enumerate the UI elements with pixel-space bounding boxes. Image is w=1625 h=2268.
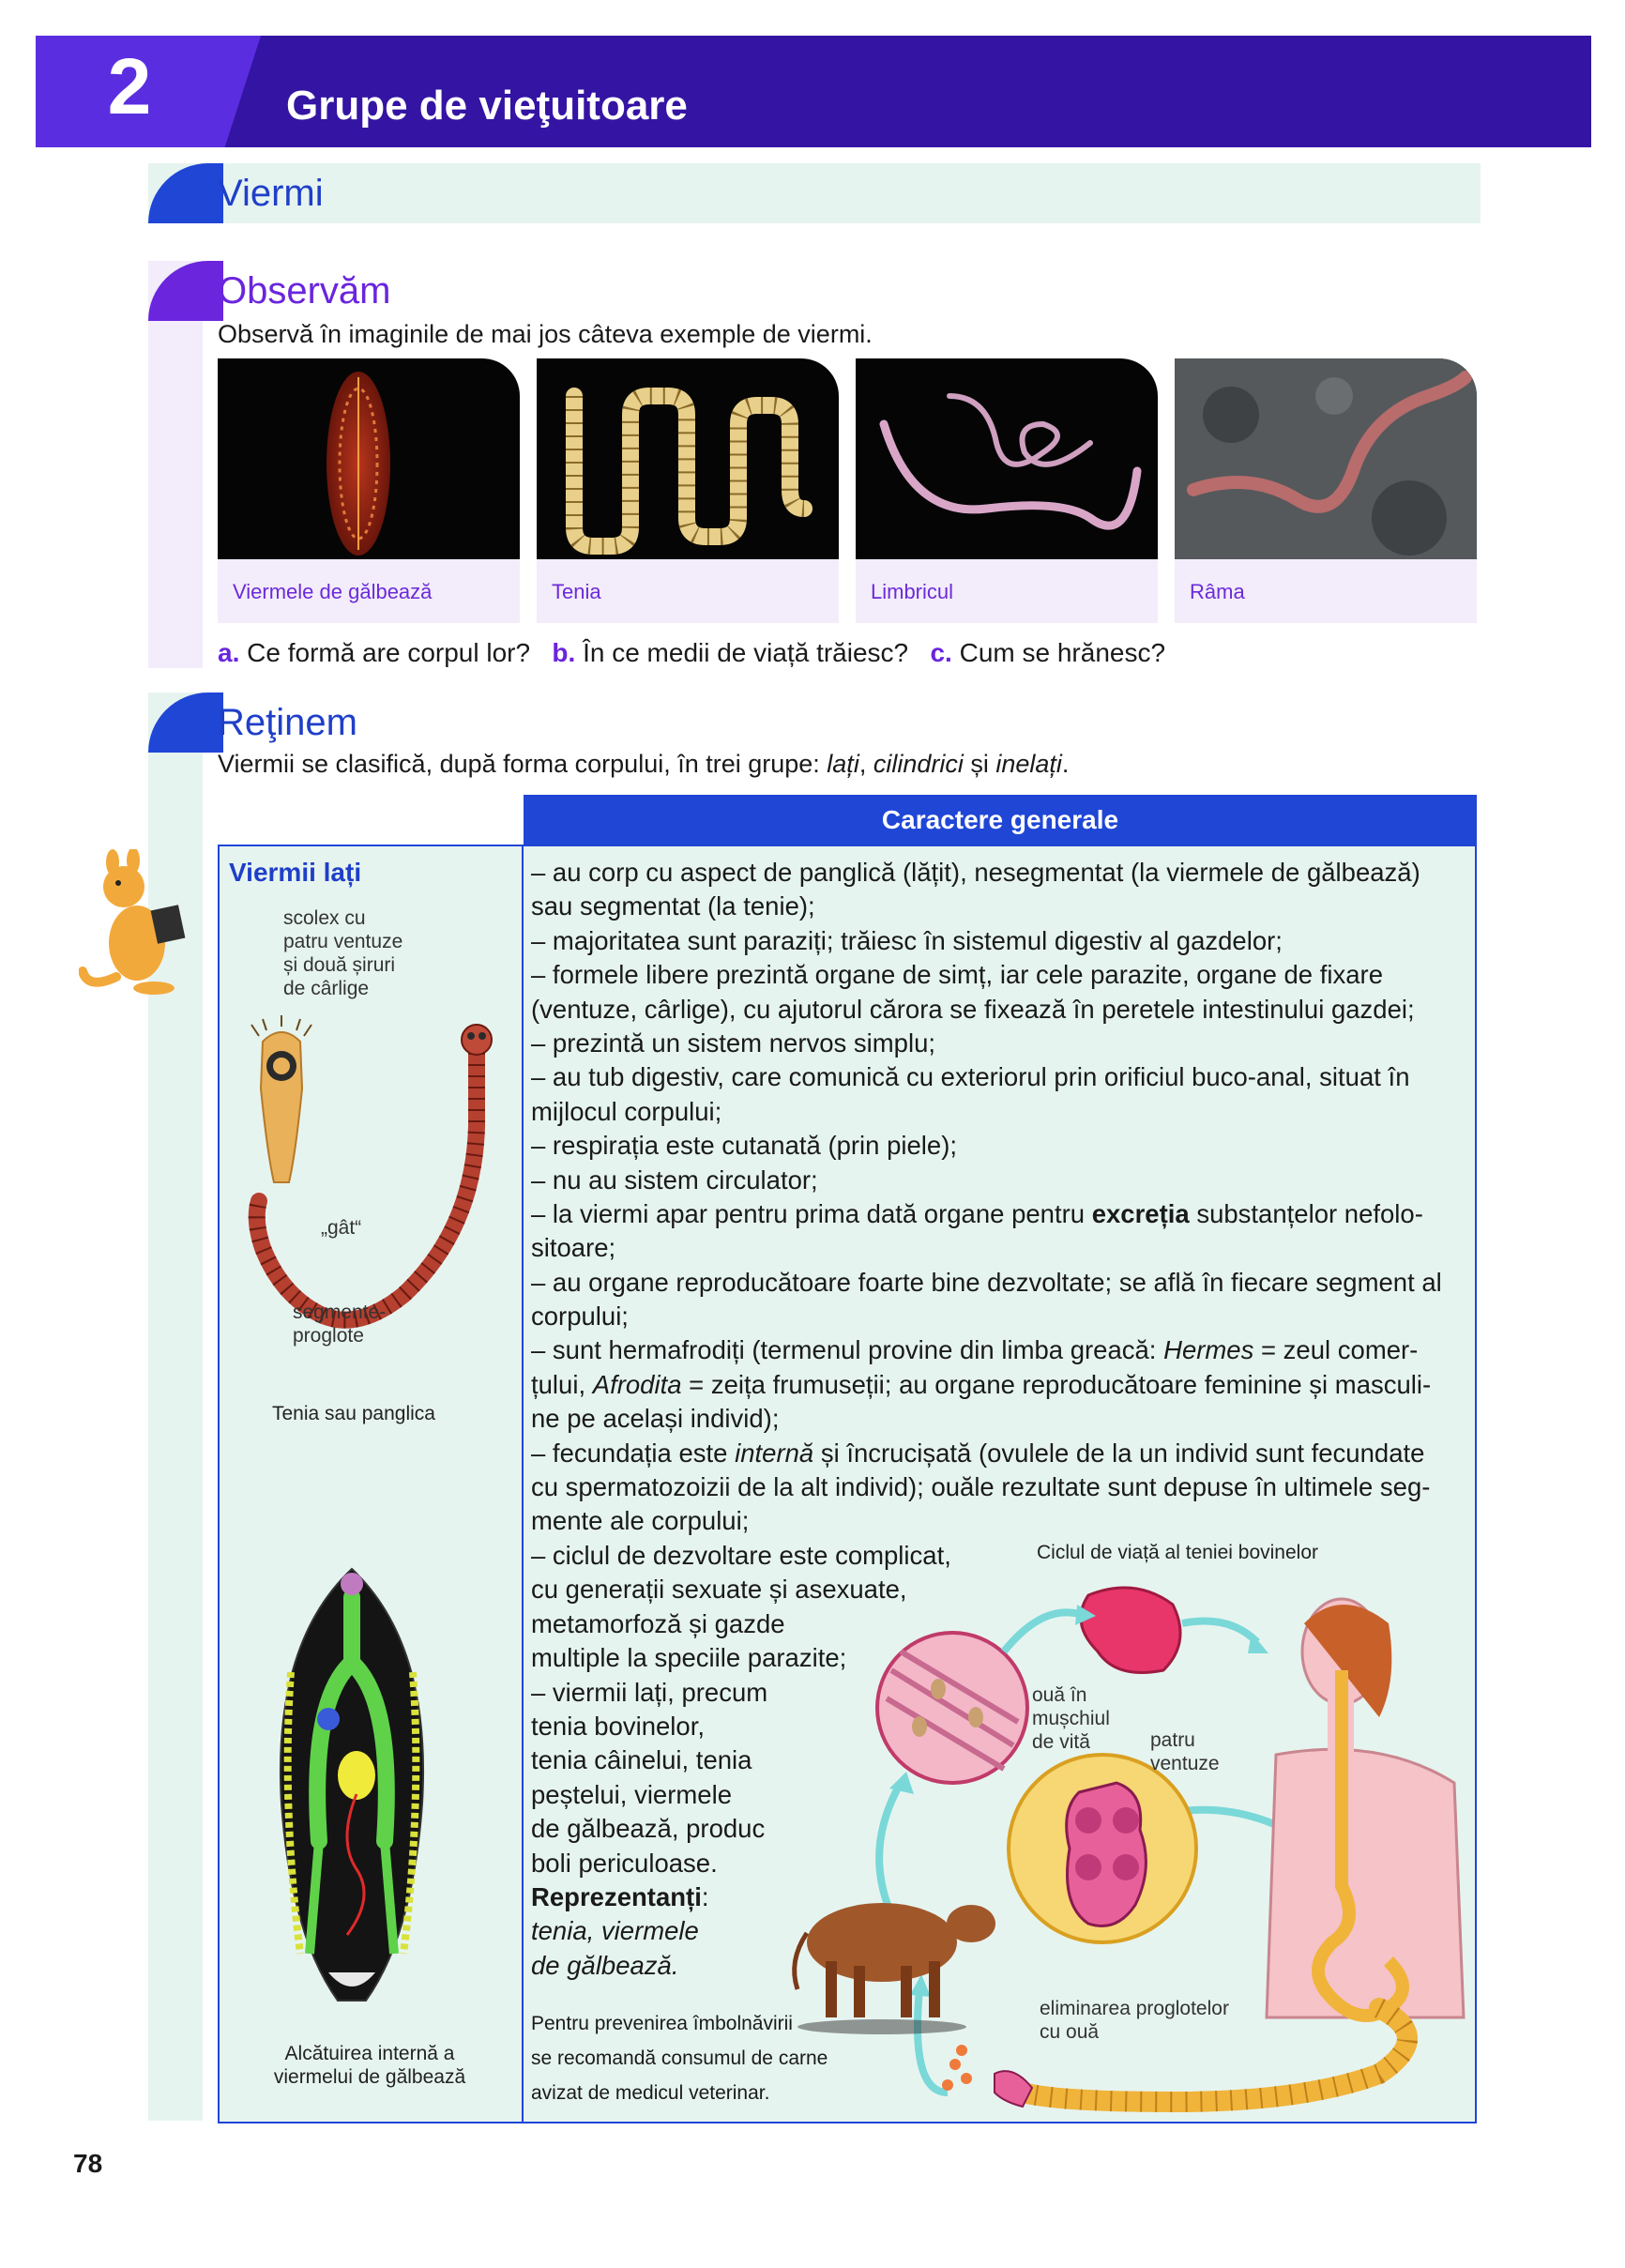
question-text: În ce medii de viață trăiesc? — [583, 638, 909, 667]
observam-strip — [148, 261, 203, 668]
text-line: – au organe reproducătoare foarte bine dezvoltate; se află în fiecare segment al — [531, 1267, 1442, 1297]
photo-card-galbeaza — [218, 358, 520, 623]
photo-caption: Râma — [1190, 580, 1245, 603]
photo-limbric — [856, 358, 1158, 559]
photo-caption: Viermele de gălbează — [233, 580, 433, 603]
label-line: de vită — [1032, 1731, 1090, 1753]
text-line: mijlocul corpului; — [531, 1096, 722, 1126]
text-line: corpului; — [531, 1301, 629, 1332]
intro-group: lați — [827, 750, 859, 778]
text-line — [531, 1437, 1471, 1470]
retinem-title: Reţinem — [218, 702, 357, 743]
label-line: și două șiruri — [283, 954, 396, 976]
text-line: avizat de medicul veterinar. — [531, 2082, 770, 2104]
tenia-scolex-label — [283, 906, 402, 1000]
label-line: segmente- — [293, 1301, 387, 1323]
label-line: patru ventuze — [283, 931, 403, 952]
text-line: mente ale corpului; — [531, 1506, 750, 1536]
page-number: 78 — [73, 2149, 103, 2178]
reprezentanti-label: Reprezentanți — [531, 1881, 702, 1911]
observam-title: Observăm — [218, 270, 391, 312]
text-line: – prezintă un sistem nervos simplu; — [531, 1027, 936, 1058]
limbric-illustration — [856, 358, 1158, 559]
photo-rama — [1175, 358, 1477, 559]
galbeaza-internal-diagram — [253, 1560, 450, 2019]
table-corner — [218, 795, 524, 845]
cycle-ventuze-label — [1150, 1728, 1220, 1775]
galbeaza-caption — [229, 2042, 510, 2089]
text-run: – fecundația este — [531, 1438, 736, 1468]
retinem-intro — [218, 749, 1069, 779]
text-italic: internă — [735, 1438, 814, 1468]
text-line: sau segmentat (la tenie); — [531, 891, 815, 921]
tenia-gat-label: „gât“ — [321, 1217, 362, 1239]
chapter-title: Grupe de vieţuitoare — [286, 83, 688, 129]
tenia-segmente-label — [293, 1301, 386, 1347]
rama-illustration — [1175, 358, 1477, 559]
question-text: Cum se hrănesc? — [959, 638, 1166, 667]
question-text: Ce formă are corpul lor? — [247, 638, 531, 667]
text-run: = zeița frumuseții; au organe reproducătoare feminine și masculi- — [681, 1369, 1432, 1399]
text-line: (ventuze, cârlige), cu ajutorul cărora se fixează în peretele intestinului gazdei; — [531, 994, 1415, 1024]
text-line: – au corp cu aspect de panglică (lățit), nesegmentat (la viermele de gălbează) — [531, 858, 1420, 887]
intro-text: și — [963, 750, 996, 778]
label-line: Alcătuirea internă a — [284, 2043, 455, 2064]
photo-caption: Tenia — [552, 580, 601, 603]
tenia-illustration — [537, 358, 839, 559]
chapter-header — [36, 36, 1591, 147]
text-line: tenia bovinelor, — [531, 1711, 705, 1741]
section-bar — [148, 163, 1481, 223]
photo-galbeaza — [218, 358, 520, 559]
text-line — [531, 1333, 1471, 1367]
label-line: eliminarea proglotelor — [1040, 1998, 1229, 2019]
section-title: Viermi — [218, 173, 324, 214]
text-run: și încrucișată (ovulele de la un individ sunt fecundate — [813, 1438, 1425, 1468]
text-run: = zeul comer- — [1253, 1335, 1419, 1365]
text-line: – majoritatea sunt paraziți; trăiesc în sistemul digestiv al gazdelor; — [531, 925, 1283, 955]
reprezentanti-item: de gălbează. — [531, 1950, 679, 1980]
text-line — [531, 1368, 1471, 1402]
question-label: a. — [218, 638, 240, 667]
label-line: cu ouă — [1040, 2021, 1100, 2043]
label-line: mușchiul — [1032, 1708, 1110, 1729]
text-line: ne pe același individ); — [531, 1404, 780, 1434]
text-italic: Afrodita — [592, 1369, 682, 1399]
text-line: de gălbează, produc — [531, 1814, 766, 1844]
text-line: multiple la speciile parazite; — [531, 1643, 847, 1673]
label-line: proglote — [293, 1325, 364, 1347]
question-label: b. — [552, 638, 576, 667]
kangaroo-mascot-icon — [79, 849, 201, 999]
cycle-eliminare-label — [1040, 1997, 1229, 2044]
label-line: viermelui de gălbează — [273, 2066, 466, 2088]
text-run: substanțelor nefolo- — [1189, 1198, 1423, 1228]
photo-card-limbric — [856, 358, 1158, 623]
cow-illustration — [795, 1903, 995, 2034]
text-line: cu generații sexuate și asexuate, — [531, 1575, 907, 1605]
cycle-title: Ciclul de viață al teniei bovinelor — [1037, 1542, 1318, 1563]
label-line: scolex cu — [283, 907, 366, 929]
text-bold: excreția — [1091, 1198, 1190, 1228]
chapter-number: 2 — [107, 42, 152, 130]
text-line: – respirația este cutanată (prin piele); — [531, 1131, 957, 1161]
observam-questions — [218, 638, 1165, 668]
text-run: țului, — [531, 1369, 593, 1399]
text-line: metamorfoză și gazde — [531, 1608, 785, 1638]
text-run: – la viermi apar pentru prima dată organe pentru — [531, 1198, 1092, 1228]
intro-text: . — [1061, 750, 1070, 778]
label-line: de cârlige — [283, 978, 370, 999]
text-line: – ciclul de dezvoltare este complicat, — [531, 1541, 951, 1570]
label-line: patru — [1150, 1729, 1195, 1751]
photo-card-rama — [1175, 358, 1477, 623]
tenia-caption: Tenia sau panglica — [272, 1403, 435, 1424]
photo-tenia — [537, 358, 839, 559]
observam-intro: Observă în imaginile de mai jos câteva exemple de viermi. — [218, 320, 873, 348]
text-line: Pentru prevenirea îmbolnăvirii — [531, 2013, 793, 2034]
text-line: cu spermatozoizii de la alt individ); ouăle rezultate sunt depuse în ultimele seg- — [531, 1472, 1431, 1502]
intro-text: Viermii se clasifică, după forma corpului, în trei grupe: — [218, 750, 828, 778]
photo-caption: Limbricul — [871, 580, 954, 603]
intro-text: , — [858, 750, 873, 778]
question-label: c. — [930, 638, 952, 667]
text-line: boli periculoase. — [531, 1848, 718, 1878]
text-line — [531, 1197, 1471, 1231]
text-line: sitoare; — [531, 1233, 616, 1263]
label-line: ventuze — [1150, 1753, 1220, 1774]
table-header-rule — [218, 845, 1477, 846]
text-line: – viermii lați, precum — [531, 1677, 768, 1707]
table-header-text: Caractere generale — [881, 805, 1119, 834]
text-line: – nu au sistem circulator; — [531, 1164, 818, 1195]
text-line: se recomandă consumul de carne — [531, 2047, 828, 2069]
intro-group: cilindrici — [873, 750, 964, 778]
text-italic: Hermes — [1163, 1335, 1254, 1365]
cycle-oua-label — [1032, 1683, 1110, 1754]
photo-card-tenia — [537, 358, 839, 623]
text-line: peștelui, viermele — [531, 1779, 732, 1809]
label-line: ouă în — [1032, 1684, 1087, 1706]
text-run: : — [701, 1881, 709, 1911]
text-line: – au tub digestiv, care comunică cu exteriorul prin orificiul buco-anal, situat în — [531, 1062, 1410, 1092]
galbeaza-illustration — [218, 358, 520, 559]
text-line: – formele libere prezintă organe de simț, iar cele parazite, organe de fixare — [531, 960, 1383, 990]
text-run: – sunt hermafrodiți (termenul provine din limba greacă: — [531, 1335, 1164, 1365]
reprezentanti-item: tenia, viermele — [531, 1916, 699, 1946]
text-line: tenia câinelui, tenia — [531, 1745, 752, 1775]
group-title: Viermii lați — [229, 858, 362, 887]
intro-group: inelați — [995, 750, 1062, 778]
human-illustration — [1267, 1599, 1464, 2017]
characteristics-text — [531, 856, 1471, 1539]
